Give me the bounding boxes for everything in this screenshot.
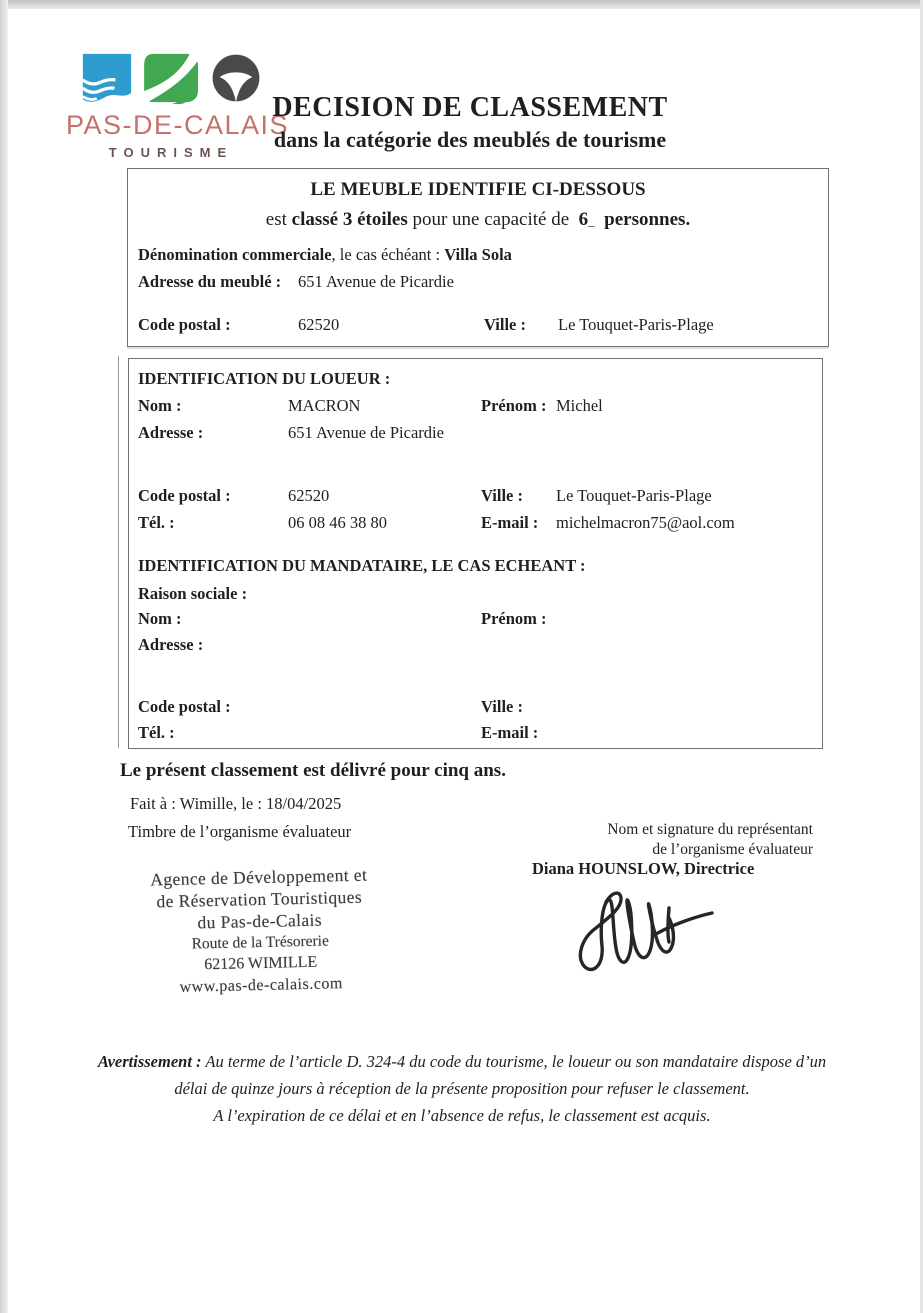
capacity-value: 6 [578,209,589,230]
loueur-tel-value: 06 08 46 38 80 [288,513,387,532]
meuble-ville-label: Ville : [484,315,526,334]
stamp-line: 62126 WIMILLE [204,953,318,974]
loueur-adresse-label: Adresse : [138,423,204,442]
meuble-adresse-value: 651 Avenue de Picardie [298,272,454,291]
loueur-heading: IDENTIFICATION DU LOUEUR : [138,369,391,388]
mandataire-heading: IDENTIFICATION DU MANDATAIRE, LE CAS ECHEANT : [138,556,586,575]
sentence-unit: personnes. [594,209,691,230]
sentence-mid: pour une capacité de [407,209,579,230]
signatory-caption-line2: de l’organisme évaluateur [652,841,813,858]
meuble-box-heading: LE MEUBLE IDENTIFIE CI-DESSOUS [310,179,646,200]
mandataire-codepostal-row [129,697,822,719]
sentence-pre: est [265,209,292,230]
document-title-block [240,92,700,153]
signatory-caption-line1: Nom et signature du représentant [607,821,813,838]
mandataire-raison-row [129,584,822,606]
swoosh-icon [144,52,200,104]
denomination-value: Villa Sola [444,245,512,264]
disclaimer-line1: Au terme de l’article D. 324-4 du code du tourisme, le loueur ou son mandataire dispose d’un [201,1052,827,1071]
loueur-prenom-value: Michel [556,396,603,415]
mandataire-raison-label: Raison sociale : [138,584,248,603]
logo-subbrand-text: TOURISME [108,145,234,160]
loueur-tel-label: Tél. : [138,513,175,532]
loueur-adresse-row [129,423,822,445]
mandataire-nom-label: Nom : [138,609,182,628]
mandataire-tel-row [129,723,822,745]
loueur-email-label: E-mail : [481,513,539,532]
sentence-classement: classé 3 étoiles [291,209,408,230]
signatory-name: Diana HOUNSLOW, Directrice [532,859,755,878]
disclaimer-label: Avertissement : [97,1052,202,1071]
disclaimer-line3: A l’expiration de ce délai et en l’absence de refus, le classement est acquis. [213,1106,711,1125]
denomination-line [138,245,512,265]
mandataire-adresse-label: Adresse : [138,635,204,654]
disclaimer-text [60,1048,864,1129]
meuble-codepostal-row [128,315,828,337]
scan-edge-top [0,0,923,9]
loueur-codepostal-row [129,486,822,508]
loueur-nom-row [129,396,822,418]
loueur-ville-label: Ville : [481,486,523,505]
box2-outer-rule [118,356,119,748]
meuble-adresse-row [128,272,828,294]
loueur-mandataire-box [128,358,823,749]
loueur-prenom-label: Prénom : [481,396,547,415]
stamp-caption: Timbre de l’organisme évaluateur [128,822,352,841]
mandataire-tel-label: Tél. : [138,723,175,742]
classement-sentence [128,209,828,231]
denomination-mid: , le cas échéant : [331,245,445,264]
page-subtitle: dans la catégorie des meublés de tourisme [273,127,667,152]
loueur-email-value: michelmacron75@aol.com [556,513,735,532]
stamp-line: www.pas-de-calais.com [179,975,343,996]
disclaimer-line2: délai de quinze jours à réception de la présente proposition pour refuser le classement. [174,1079,750,1098]
logo-brand-text: PAS-DE-CALAIS [66,110,290,140]
signatory-caption [393,820,813,860]
meuble-box [127,168,829,347]
loueur-nom-label: Nom : [138,396,182,415]
loueur-ville-value: Le Touquet-Paris-Plage [556,486,712,505]
loueur-adresse-value: 651 Avenue de Picardie [288,423,444,442]
mandataire-prenom-label: Prénom : [481,609,547,628]
place-date-line: Fait à : Wimille, le : 18/04/2025 [130,794,342,813]
stamp-line: Agence de Développement et [150,864,368,890]
mandataire-adresse-row [129,635,822,657]
classement-duration-statement: Le présent classement est délivré pour cinq ans. [120,760,506,781]
meuble-adresse-label: Adresse du meublé : [138,272,282,291]
stamp-line: de Réservation Touristiques [156,886,363,912]
signature-scribble [572,868,717,988]
mandataire-nom-row [129,609,822,631]
loueur-codepostal-label: Code postal : [138,486,231,505]
denomination-label: Dénomination commerciale [138,245,332,264]
mandataire-email-label: E-mail : [481,723,539,742]
scan-edge-left [0,0,8,1313]
loueur-tel-row [129,513,822,535]
page-title: DECISION DE CLASSEMENT [272,92,668,123]
mandataire-ville-label: Ville : [481,697,523,716]
stamp-line: Route de la Trésorerie [191,932,330,953]
mandataire-codepostal-label: Code postal : [138,697,231,716]
waves-icon [79,52,135,104]
meuble-ville-value: Le Touquet-Paris-Plage [558,315,714,334]
meuble-codepostal-value: 62520 [298,315,340,334]
stamp-line: du Pas-de-Calais [197,909,323,933]
loueur-nom-value: MACRON [288,396,361,415]
organisme-stamp [119,863,402,1000]
capacity-underscore: _ [588,213,595,228]
meuble-codepostal-label: Code postal : [138,315,231,334]
loueur-codepostal-value: 62520 [288,486,330,505]
